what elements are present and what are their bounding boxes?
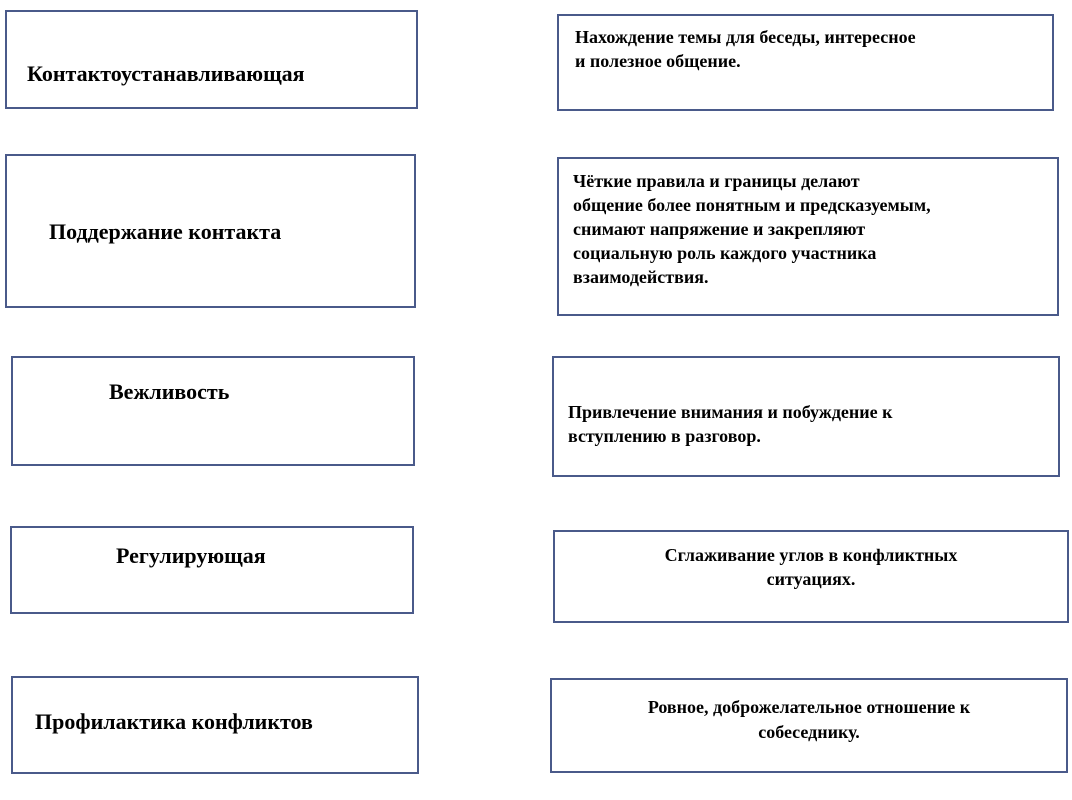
function-label: Вежливость <box>109 379 230 404</box>
function-box-conflict-prevention <box>11 676 419 774</box>
description-line: ситуациях. <box>766 569 856 589</box>
description-line: взаимодействия. <box>573 267 709 287</box>
function-box-regulating <box>10 526 414 614</box>
function-box-politeness <box>11 356 415 466</box>
function-label: Регулирующая <box>116 543 266 568</box>
function-label: Контактоустанавливающая <box>27 61 305 86</box>
description-box-attention <box>552 356 1060 477</box>
function-label: Поддержание контакта <box>49 219 282 244</box>
description-line: собеседнику. <box>758 722 860 742</box>
description-box-topic <box>557 14 1054 111</box>
function-box-contact-establishing <box>5 10 418 109</box>
description-line: Нахождение темы для беседы, интересное <box>575 27 916 47</box>
description-line: вступлению в разговор. <box>568 426 761 446</box>
function-box-contact-maintenance <box>5 154 416 308</box>
description-line: и полезное общение. <box>575 51 741 71</box>
description-line: снимают напряжение и закрепляют <box>573 219 866 239</box>
description-line: социальную роль каждого участника <box>573 243 877 263</box>
description-box-smoothing <box>553 530 1069 623</box>
description-box-attitude <box>550 678 1068 773</box>
description-line: Привлечение внимания и побуждение к <box>568 402 893 422</box>
description-line: общение более понятным и предсказуемым, <box>573 195 931 215</box>
description-line: Сглаживание углов в конфликтных <box>664 545 958 565</box>
description-line: Чёткие правила и границы делают <box>573 171 860 191</box>
description-line: Ровное, доброжелательное отношение к <box>647 697 971 717</box>
function-label: Профилактика конфликтов <box>35 709 313 734</box>
description-box-rules <box>557 157 1059 316</box>
